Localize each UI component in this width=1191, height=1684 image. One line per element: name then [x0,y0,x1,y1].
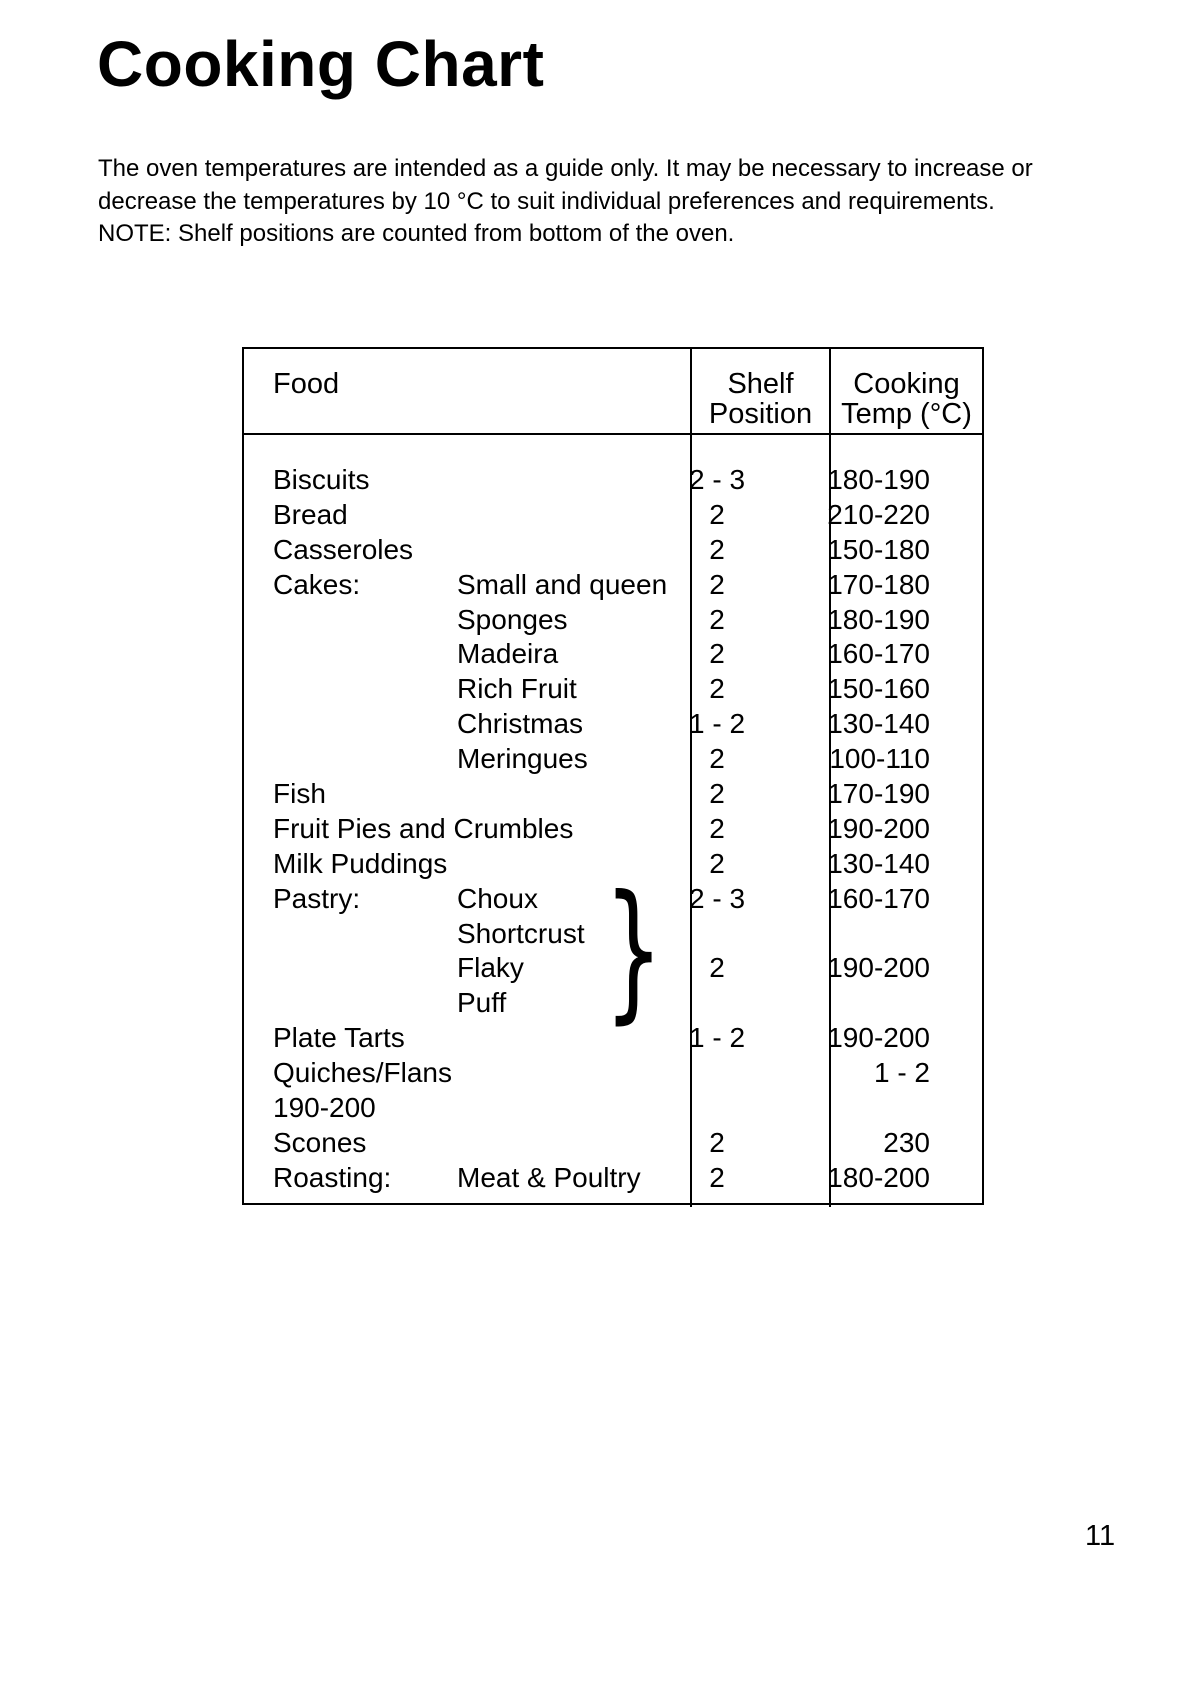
temp-cell: 190-200 [827,812,930,844]
page-number: 11 [1085,1520,1116,1552]
shelf-cell: 2 [709,1126,725,1158]
food-cell: Pastry: [273,882,361,914]
shelf-cell: 2 [709,743,725,775]
food-cell: Cakes: [273,568,361,600]
shelf-cell: 2 [709,952,725,984]
table-row [244,742,982,777]
temp-cell: 160-170 [827,882,930,914]
temp-cell: 130-140 [827,847,930,879]
intro-line: The oven temperatures are intended as a guide only. It may be necessary to increase or [98,155,1033,182]
temp-cell: 210-220 [827,498,930,530]
shelf-cell: 2 [709,568,725,600]
header-temp-line2: Temp (°C) [841,398,972,430]
header-shelf-line2: Position [708,398,813,430]
header-food: Food [273,368,340,400]
food-subtype-cell: Madeira [457,638,559,670]
food-subtype-cell: Meringues [457,743,588,775]
table-row [244,463,982,498]
food-cell: Milk Puddings [273,847,448,879]
food-cell: Scones [273,1126,367,1158]
shelf-cell: 2 [709,638,725,670]
table-row [244,568,982,603]
header-divider [242,433,984,435]
intro-line: decrease the temperatures by 10 °C to suit individual preferences and requirements. [98,187,995,215]
table-row [244,498,982,533]
food-cell: Biscuits [273,464,370,495]
shelf-cell: 2 - 3 [688,882,746,914]
table-row [244,1091,982,1126]
food-subtype-cell: Rich Fruit [457,673,577,705]
food-cell: Casseroles [273,533,414,565]
table-body [244,463,982,1196]
temp-cell: 190-200 [827,1022,930,1054]
temp-cell: 170-190 [827,778,930,810]
temp-cell: 180-200 [827,1161,930,1193]
temp-cell: 190-200 [827,952,930,984]
food-cell: 190-200 [273,1092,376,1124]
food-subtype-cell: Christmas [457,708,584,740]
shelf-cell: 2 [709,847,725,879]
shelf-cell: 2 [709,533,725,565]
shelf-cell: 2 [709,498,725,530]
table-row [244,603,982,638]
header-shelf-line1: Shelf [727,368,794,400]
temp-cell: 100-110 [829,743,930,775]
table-row [244,1126,982,1161]
food-subtype-cell: Flaky [457,952,524,984]
shelf-cell: 2 [709,673,725,705]
food-cell: Plate Tarts [273,1022,405,1054]
table-row [244,672,982,707]
food-subtype-cell: Meat & Poultry [457,1161,641,1193]
food-cell: Quiches/Flans [273,1057,452,1089]
intro-line: NOTE: Shelf positions are counted from bottom of the oven. [98,220,735,247]
intro-text [98,153,1158,251]
table-row [244,707,982,742]
temp-cell: 230 [883,1126,930,1158]
temp-cell: 130-140 [827,708,930,740]
shelf-cell: 2 [709,778,725,810]
header-temp-line1: Cooking [853,368,960,400]
table-row [244,777,982,812]
food-cell: Fruit Pies and Crumbles [273,812,574,844]
temp-cell: 170-180 [827,568,930,600]
temp-cell: 180-190 [827,464,930,495]
temp-cell: 150-180 [827,533,930,565]
food-cell: Roasting: [273,1161,392,1193]
shelf-cell: 2 - 3 [688,464,746,495]
shelf-cell: 1 - 2 [688,1022,746,1054]
temp-cell: 180-190 [827,603,930,635]
shelf-cell: 2 [709,812,725,844]
temp-cell: 1 - 2 [873,1057,930,1089]
temp-cell: 160-170 [827,638,930,670]
table-row [244,1161,982,1196]
food-cell: Bread [273,498,348,530]
temp-cell: 150-160 [827,673,930,705]
table-row [244,1056,982,1091]
food-cell: Fish [273,778,326,810]
page-title: Cooking Chart [97,28,545,100]
food-subtype-cell: Small and queen [457,568,668,600]
shelf-cell: 1 - 2 [688,708,746,740]
table-row [244,637,982,672]
food-subtype-cell: Sponges [457,603,568,635]
food-subtype-cell: Shortcrust [457,917,585,949]
shelf-cell: 2 [709,603,725,635]
pastry-brace: } [604,864,664,1038]
food-subtype-cell: Choux [457,882,538,914]
table-row [244,533,982,568]
food-subtype-cell: Puff [457,987,507,1019]
shelf-cell: 2 [709,1161,725,1193]
table-row [244,812,982,847]
